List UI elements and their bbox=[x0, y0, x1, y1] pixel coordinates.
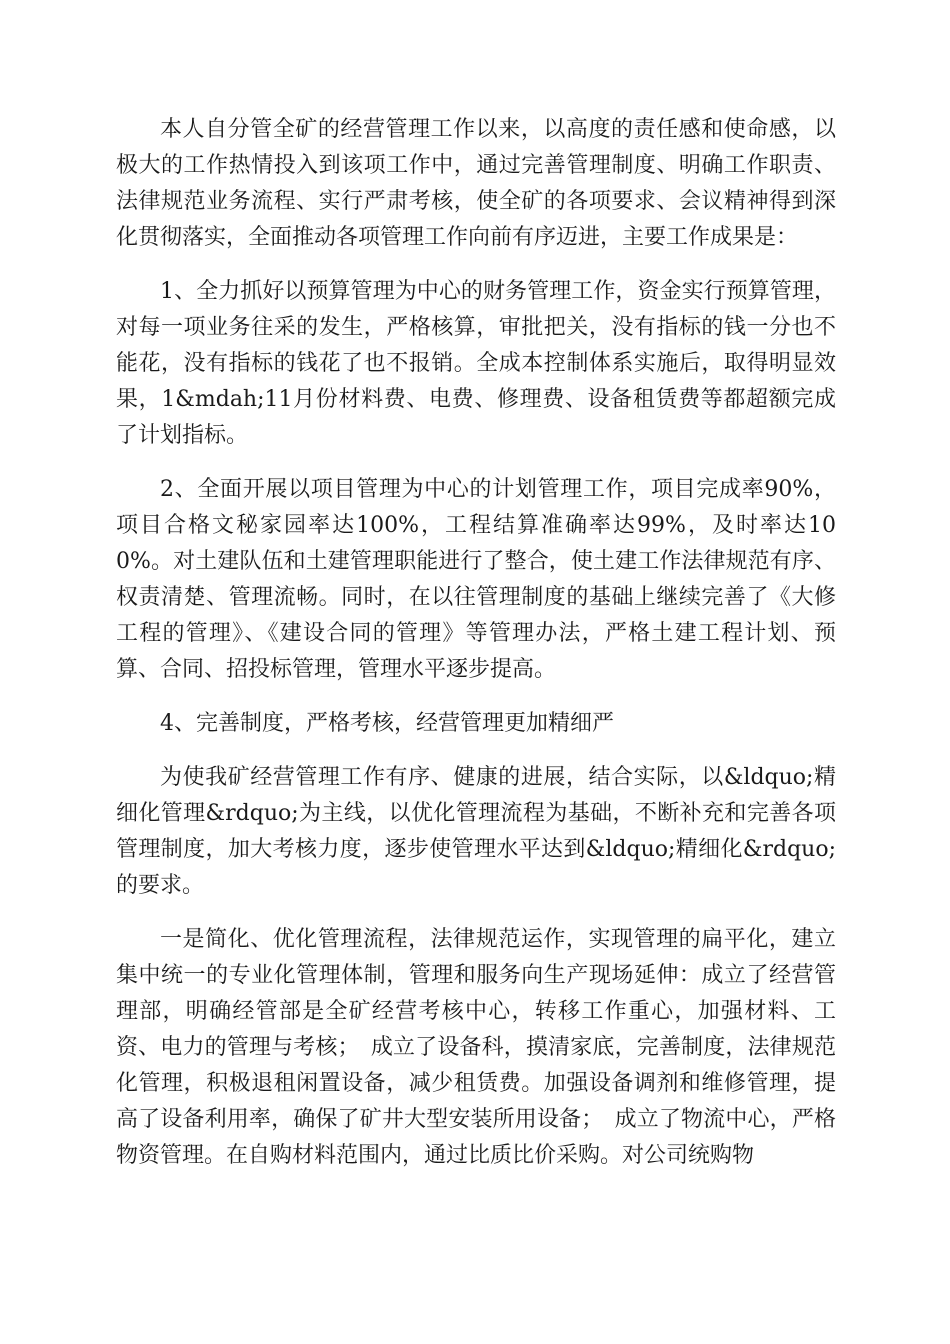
paragraph-refinement: 为使我矿经营管理工作有序、健康的进展，结合实际，以&ldquo;精细化管理&rdquo;为主线，以优化管理流程为基础，不断补充和完善各项管理制度，加大考核力度，逐步使管理水平达到&ldquo;精细化&rdquo;的要求。 bbox=[116, 765, 836, 898]
paragraph-item-4-heading: 4、完善制度，严格考核，经营管理更加精细严 bbox=[160, 711, 614, 736]
document-body bbox=[116, 112, 836, 1192]
paragraph-first-measure: 一是简化、优化管理流程，法律规范运作，实现管理的扁平化，建立集中统一的专业化管理体制，管理和服务向生产现场延伸：成立了经营管理部，明确经管部是全矿经营考核中心，转移工作重心，加强材料、工资、电力的管理与考核； 成立了设备科，摸清家底，完善制度，法律规范化管理，积极退租闲置设备，减少租赁费。加强设备调剂和维修管理，提高了设备利用率，确保了矿井大型安装所用设备； 成立了物流中心，严格物资管理。在自购材料范围内，通过比质比价采购。对公司统购物 bbox=[116, 927, 836, 1168]
paragraph-intro: 本人自分管全矿的经营管理工作以来，以高度的责任感和使命感，以极大的工作热情投入到该项工作中，通过完善管理制度、明确工作职责、法律规范业务流程、实行严肃考核，使全矿的各项要求、会议精神得到深化贯彻落实，全面推动各项管理工作向前有序迈进，主要工作成果是： bbox=[116, 117, 836, 250]
paragraph-item-2: 2、全面开展以项目管理为中心的计划管理工作，项目完成率90%，项目合格文秘家园率达100%，工程结算准确率达99%，及时率达100%。对土建队伍和土建管理职能进行了整合，使土建工作法律规范有序、权责清楚、管理流畅。同时，在以往管理制度的基础上继续完善了《大修工程的管理》、《建设合同的管理》等管理办法，严格土建工程计划、预算、合同、招投标管理，管理水平逐步提高。 bbox=[116, 477, 836, 682]
paragraph-item-1: 1、全力抓好以预算管理为中心的财务管理工作，资金实行预算管理，对每一项业务往采的发生，严格核算，审批把关，没有指标的钱一分也不能花，没有指标的钱花了也不报销。全成本控制体系实施后，取得明显效果，1&mdah;11月份材料费、电费、修理费、设备租赁费等都超额完成了计划指标。 bbox=[116, 279, 836, 448]
